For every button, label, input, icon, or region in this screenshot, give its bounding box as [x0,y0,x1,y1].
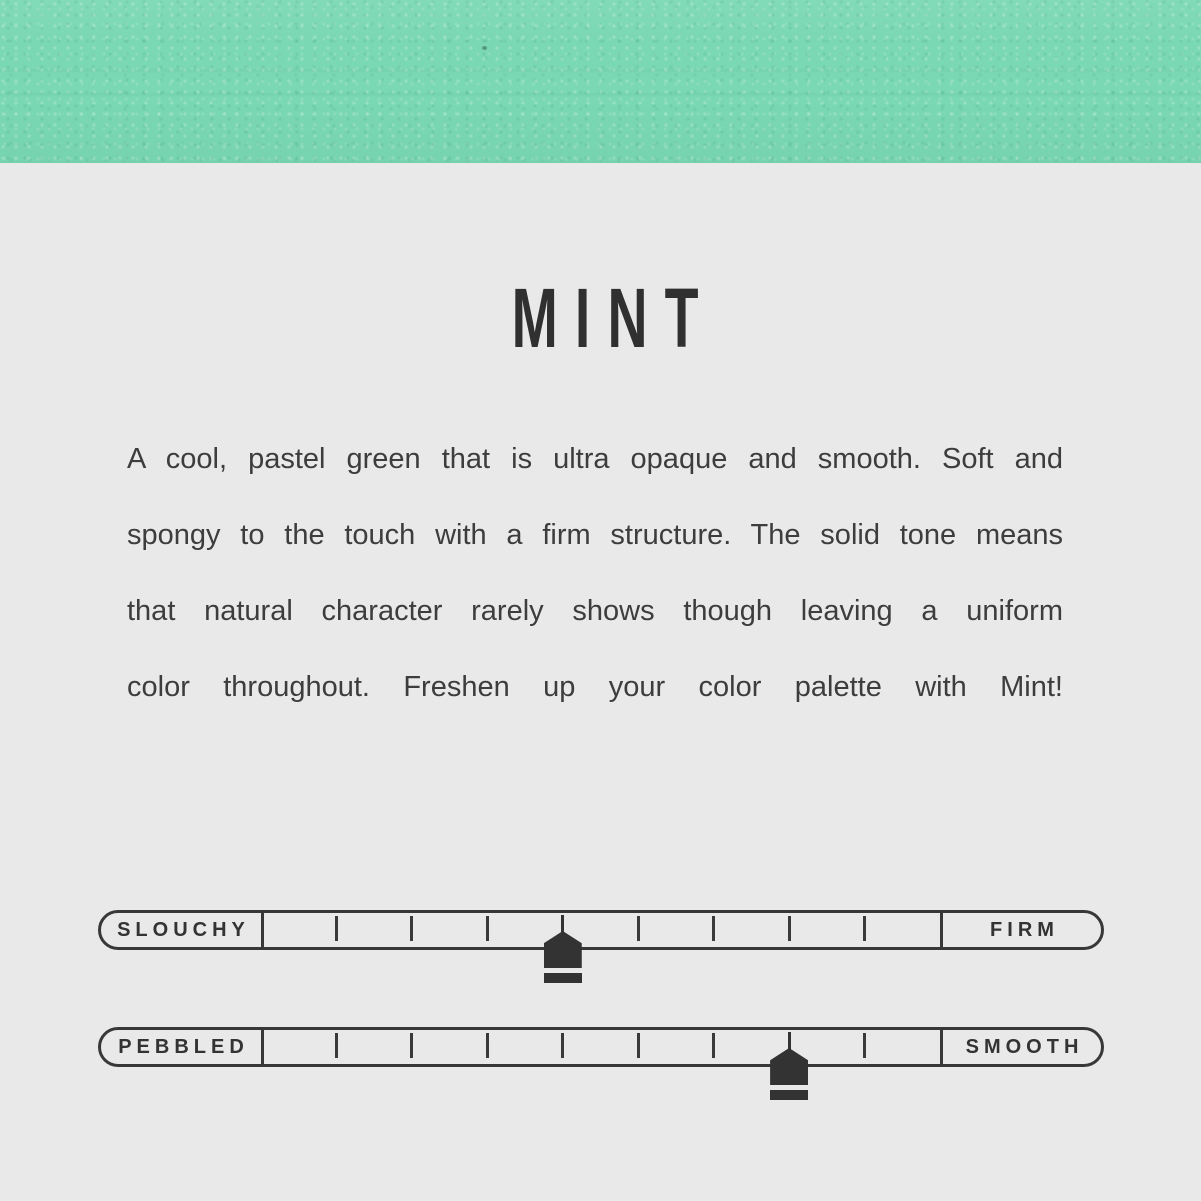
scale-tick [637,916,640,941]
scale-right-label: SMOOTH [965,1035,1084,1058]
scale-rail [261,1030,940,1064]
description-line: color throughout. Freshen up your color palette with Mint! [127,671,1063,703]
description-line: that natural character rarely shows though leaving a uniform [127,595,1063,627]
scale-tick [486,916,489,941]
scale-left-label: PEBBLED [118,1035,249,1058]
marker-underline-bar [544,973,582,983]
scale-marker [770,1030,808,1100]
scale-tick [637,1033,640,1058]
scale-right-label: FIRM [990,918,1059,941]
description-line: spongy to the touch with a firm structure. The solid tone means [127,519,1063,551]
scale-slouchy-firm [98,910,1104,950]
scale-tick [863,916,866,941]
scale-tick [561,1033,564,1058]
marker-tick-line [561,915,564,932]
leather-grain-speck [482,46,487,50]
leather-swatch-image [0,0,1201,163]
scale-tick [788,916,791,941]
scale-tick [486,1033,489,1058]
scale-tick [335,916,338,941]
page-title [0,271,1201,365]
scale-tick [712,916,715,941]
color-description [127,421,1063,725]
marker-underline-bar [770,1090,808,1100]
marker-pointer-icon [770,1048,808,1085]
marker-tick-line [788,1032,791,1049]
scale-tick [712,1033,715,1058]
scale-tick [410,916,413,941]
page-title-text: MINT [511,271,716,365]
scale-left-label: SLOUCHY [117,918,250,941]
scale-tick [335,1033,338,1058]
scale-rail [261,913,940,947]
scale-pebbled-smooth [98,1027,1104,1067]
description-line: A cool, pastel green that is ultra opaque and smooth. Soft and [127,443,1063,475]
scale-tick [863,1033,866,1058]
scale-tick [410,1033,413,1058]
marker-pointer-icon [544,931,582,968]
scale-marker [544,913,582,983]
